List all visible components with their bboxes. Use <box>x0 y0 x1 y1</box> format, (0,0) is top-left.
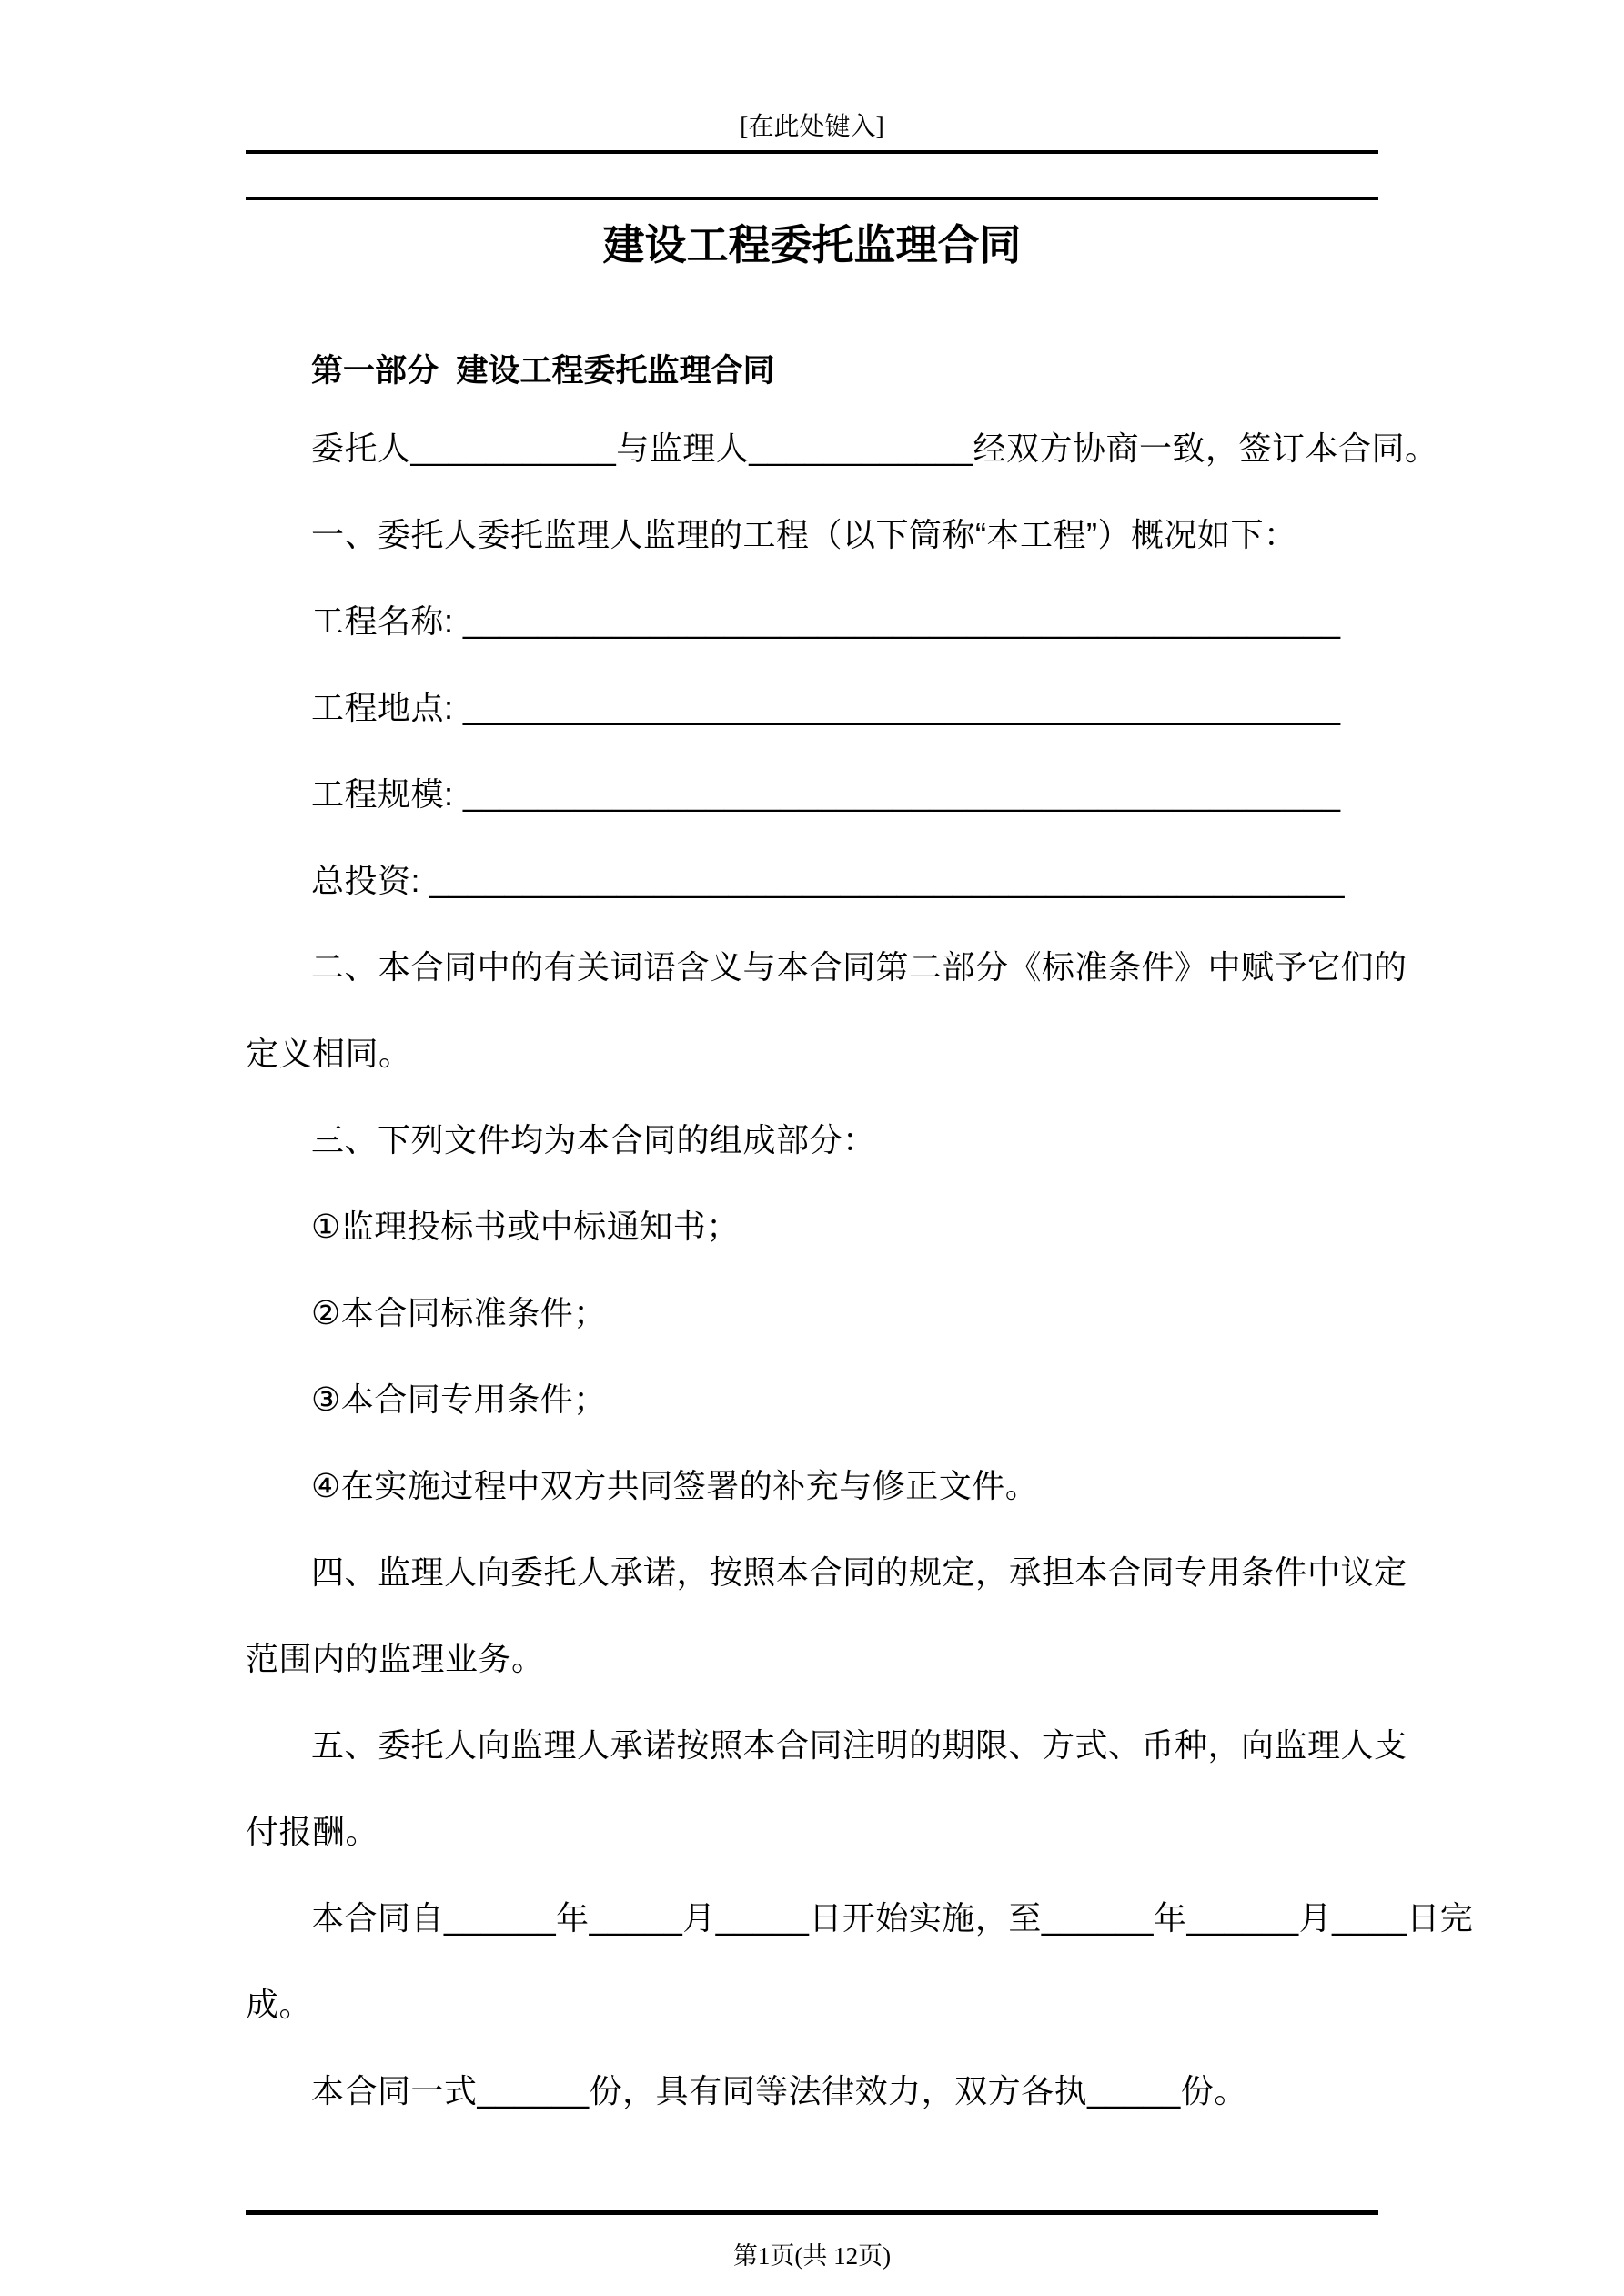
document-title: 建设工程委托监理合同 <box>602 221 1022 268</box>
body-line: ③本合同专用条件； <box>311 1381 607 1418</box>
footer-rule <box>246 2210 1378 2215</box>
document-body <box>246 405 1474 2134</box>
body-line: 三、下列文件均为本合同的组成部分： <box>311 1121 876 1158</box>
section-heading: 第一部分 建设工程委托监理合同 <box>311 353 775 389</box>
body-line: 工程规模: _______________________________________________ <box>311 775 1341 813</box>
body-line: 四、监理人向委托人承诺，按照本合同的规定，承担本合同专用条件中议定 <box>311 1553 1407 1591</box>
page-content <box>246 0 1474 2134</box>
header-rule-bottom <box>246 197 1378 200</box>
body-line: 五、委托人向监理人承诺按照本合同注明的期限、方式、币种，向监理人支 <box>311 1726 1407 1764</box>
page-number-label: 第1页(共 12页) <box>732 2242 892 2270</box>
body-line: 一、委托人委托监理人监理的工程（以下筒称“本工程”）概况如下： <box>311 516 1297 553</box>
header-rule-top <box>246 150 1378 154</box>
body-line: 委托人___________与监理人____________经双方协商一致，签订本合同。 <box>311 430 1438 467</box>
header-type-here-placeholder[interactable]: [在此处键入] <box>740 113 884 141</box>
body-line: 工程名称: _______________________________________________ <box>311 602 1341 640</box>
body-line: 成。 <box>246 1986 313 2023</box>
body-line: 付报酬。 <box>246 1813 379 1850</box>
page-footer <box>246 2210 1378 2271</box>
body-line: 本合同一式______份，具有同等法律效力，双方各执_____份。 <box>311 2072 1247 2109</box>
body-line: 总投资: _________________________________________________ <box>311 862 1346 899</box>
body-line: ①监理投标书或中标通知书； <box>311 1208 740 1245</box>
body-line: 定义相同。 <box>246 1035 412 1072</box>
body-line: 本合同自______年_____月_____日开始实施，至______年______月____日完 <box>311 1899 1474 1937</box>
body-line: ②本合同标准条件； <box>311 1294 607 1331</box>
body-line: 范围内的监理业务。 <box>246 1640 545 1677</box>
body-line: ④在实施过程中双方共同签署的补充与修正文件。 <box>311 1467 1039 1504</box>
body-line: 工程地点: _______________________________________________ <box>311 689 1341 726</box>
body-line: 二、本合同中的有关词语含义与本合同第二部分《标准条件》中赋予它们的 <box>311 948 1407 986</box>
